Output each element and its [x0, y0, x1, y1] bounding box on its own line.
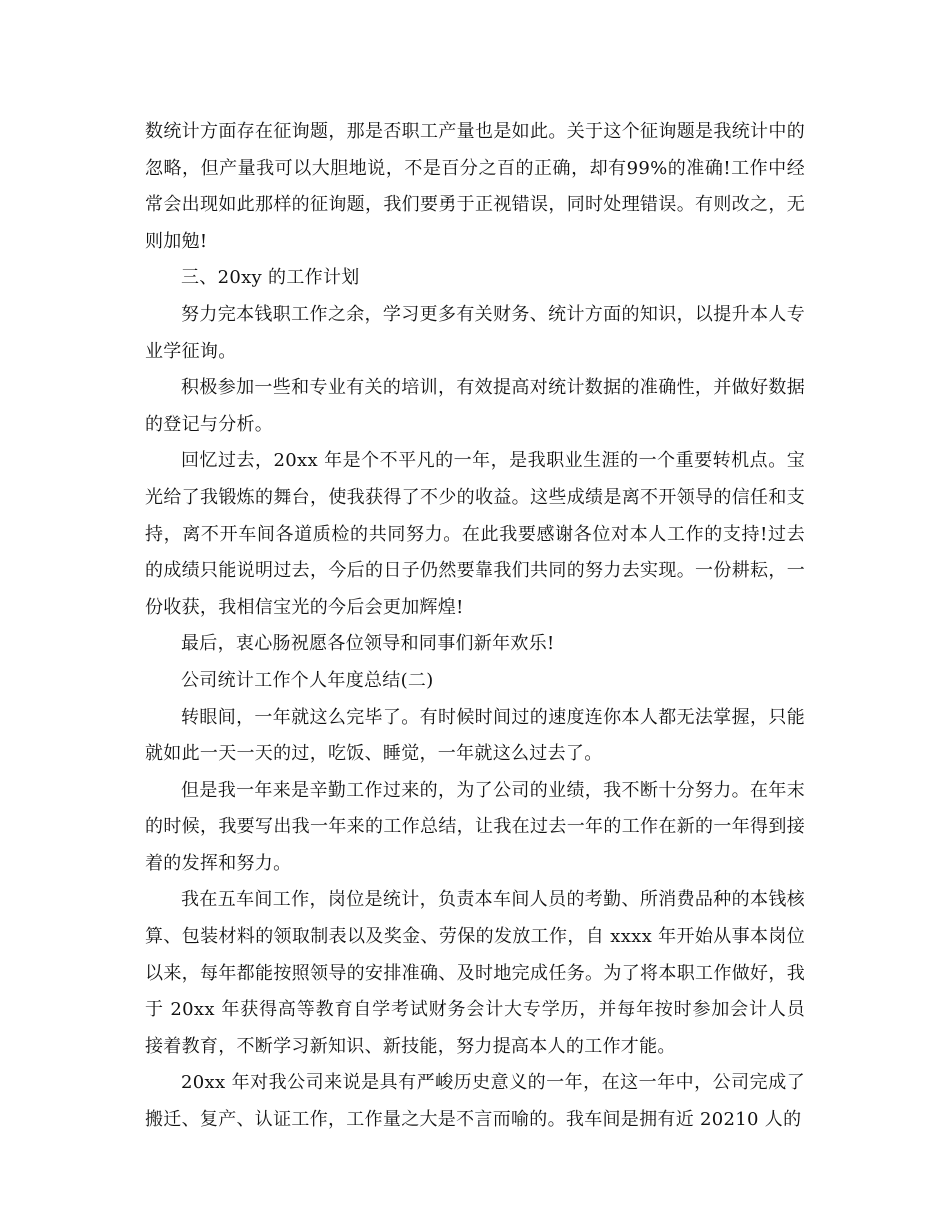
- paragraph-job-duties: 我在五车间工作，岗位是统计，负责本车间人员的考勤、所消费品种的本钱核算、包装材料的领取制表以及奖金、劳保的发放工作，自 xxxx 年开始从事本岗位以来，每年都能按照领导的安排准确、及时地完成任务。为了将本职工作做好，我于 20xx 年获得高等教育自学考试财务会计大专学历，并每年按时参加会计人员接着教育，不断学习新知识、新技能，努力提高本人的工作才能。: [145, 889, 805, 1057]
- section-title-summary-two: 公司统计工作个人年度总结(二): [181, 669, 434, 691]
- paragraph-year-passed: 转眼间，一年就这么完毕了。有时候时间过的速度连你本人都无法掌握，只能就如此一天一天的过，吃饭、睡觉，一年就这么过去了。: [145, 706, 805, 765]
- paragraph-review: 回忆过去，20xx 年是个不平凡的一年，是我职业生涯的一个重要转机点。宝光给了我锻炼的舞台，使我获得了不少的收益。这些成绩是离不开领导的信任和支持，离不开车间各道质检的共同努力。在此我要感谢各位对本人工作的支持!过去的成绩只能说明过去，今后的日子仍然要靠我们共同的努力去实现。一份耕耘，一份收获，我相信宝光的今后会更加辉煌!: [145, 450, 805, 618]
- paragraph-company-year: 20xx 年对我公司来说是具有严峻历史意义的一年，在这一年中，公司完成了搬迁、复产、认证工作，工作量之大是不言而喻的。我车间是拥有近 20210 人的: [145, 1072, 805, 1131]
- section-heading-work-plan: 三、20xy 的工作计划: [181, 267, 360, 289]
- paragraph-continuation: 数统计方面存在征询题，那是否职工产量也是如此。关于这个征询题是我统计中的忽略，但产量我可以大胆地说，不是百分之百的正确，却有99%的准确!工作中经常会出现如此那样的征询题，我们要勇于正视错误，同时处理错误。有则改之，无则加勉!: [145, 121, 805, 252]
- paragraph-training-plan: 积极参加一些和专业有关的培训，有效提高对统计数据的准确性，并做好数据的登记与分析。: [145, 377, 805, 435]
- document-body: [145, 114, 805, 1139]
- paragraph-new-year-wishes: 最后，衷心肠祝愿各位领导和同事们新年欢乐!: [181, 633, 555, 655]
- paragraph-study-plan: 努力完本钱职工作之余，学习更多有关财务、统计方面的知识，以提升本人专业学征询。: [145, 303, 805, 362]
- paragraph-hard-work: 但是我一年来是辛勤工作过来的，为了公司的业绩，我不断十分努力。在年末的时候，我要写出我一年来的工作总结，让我在过去一年的工作在新的一年得到接着的发挥和努力。: [145, 779, 805, 874]
